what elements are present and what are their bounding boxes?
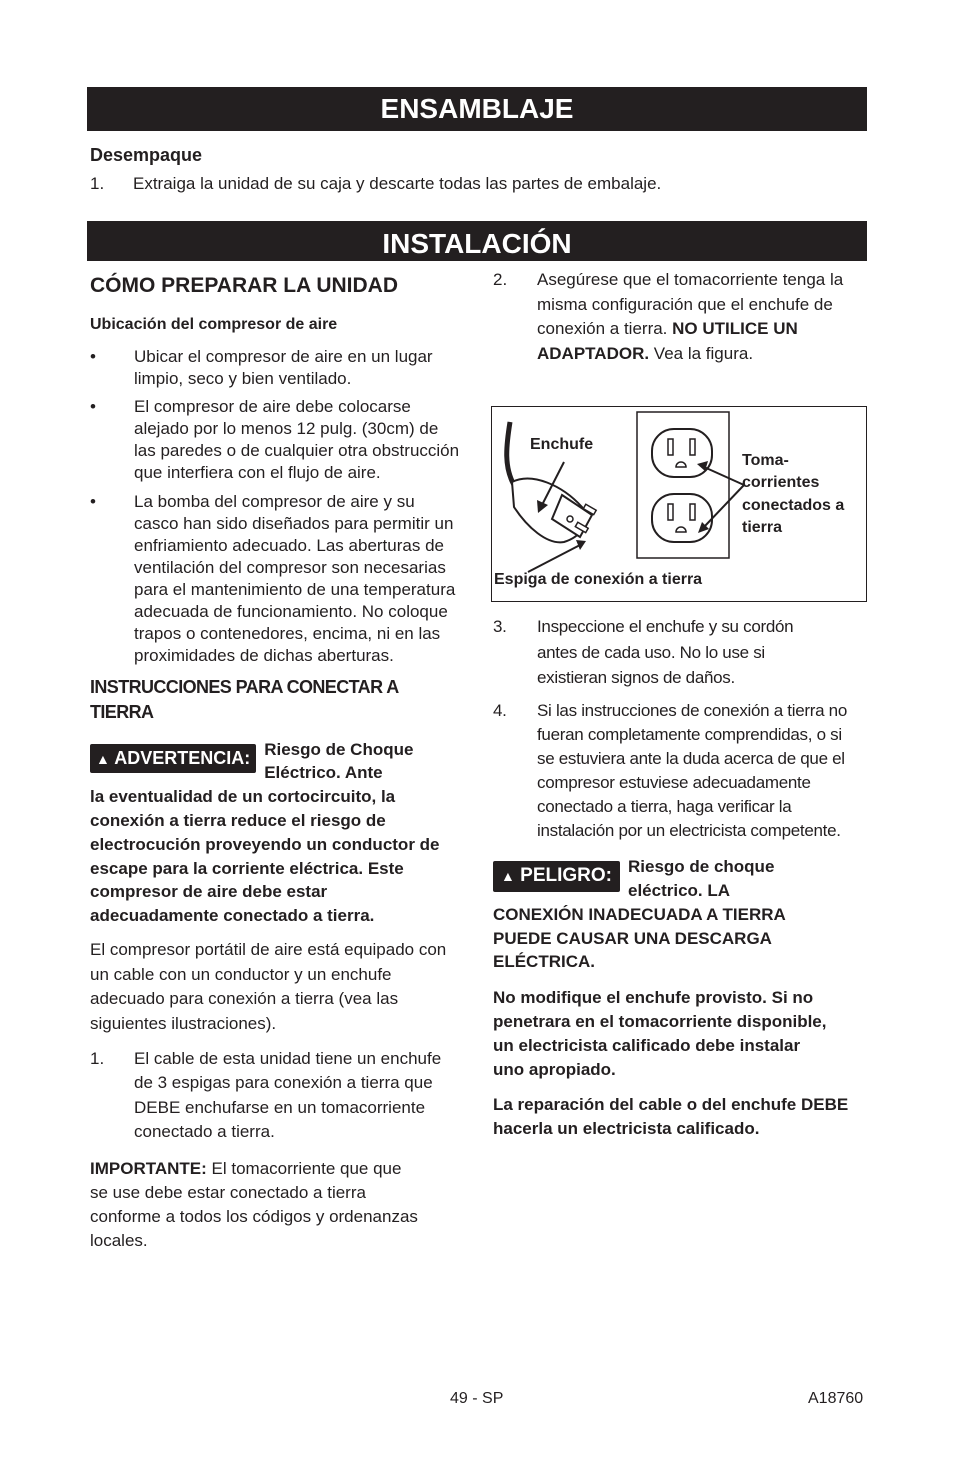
tierra-heading: INSTRUCCIONES PARA CONECTAR A TIERRA xyxy=(90,677,398,723)
step-number: 1. xyxy=(90,174,105,193)
step-text-tail: Vea la figura. xyxy=(649,343,754,363)
warning-icon: ▲ xyxy=(501,868,515,885)
advertencia-body: la eventualidad de un cortocircuito, la conexión a tierra reduce el riesgo de electrocución proveyendo un conductor de escape para la corriente eléctrica. Este compresor de aire debe estar adecuadamente conectado a tierra. xyxy=(90,787,440,926)
right-column-lower xyxy=(493,614,865,1141)
bullet-text: La bomba del compresor de aire y su casco han sido diseñados para permitir un enfriamiento adecuado. Las aberturas de ventilación del compresor son necesarias para el mantenimiento de una temperatura adecuada de funcionamiento. No coloque trapos o contenedores, encima, ni en las proximidades de dichas aberturas. xyxy=(134,491,456,666)
section-heading: CÓMO PREPARAR LA UNIDAD xyxy=(90,274,398,297)
warning-icon: ▲ xyxy=(96,750,110,767)
step-text: El cable de esta unidad tiene un enchufe de 3 espigas para conexión a tierra que DEBE enchufarse en un tomacorriente conectado a tierra. xyxy=(134,1048,442,1142)
page-number: 49 - SP xyxy=(450,1390,504,1407)
bullet: • xyxy=(90,397,96,417)
step-number: 3. xyxy=(493,617,507,636)
desempaque-heading: Desempaque xyxy=(90,145,203,165)
importante-label: IMPORTANTE: xyxy=(90,1159,207,1179)
peligro-lead: Riesgo de choque eléctrico. LA xyxy=(627,857,775,901)
importante-paragraph xyxy=(90,1157,420,1252)
bullet-text: El compresor de aire debe colocarse alejado por lo menos 12 pulg. (30cm) de las paredes o de cualquier otra obstrucción que interfiera con el flujo de aire. xyxy=(134,397,460,483)
advertencia-badge xyxy=(90,744,256,773)
step-1 xyxy=(90,1047,460,1146)
instalacion-banner xyxy=(87,221,867,261)
step-text: Inspeccione el enchufe y su cordón antes de cada uso. No lo use si existieran signos de daños. xyxy=(537,617,794,687)
portatil-paragraph: El compresor portátil de aire está equipado con un cable con un conductor y un enchufe adecuado para conexión a tierra (vea las siguientes ilustraciones). xyxy=(90,940,447,1033)
no-modifique-paragraph: No modifique el enchufe provisto. Si no penetrara en el tomacorriente disponible, un electricista calificado debe instalar uno apropiado. xyxy=(493,988,827,1079)
list-item xyxy=(90,491,460,668)
left-column xyxy=(90,272,460,1252)
bullet: • xyxy=(90,346,96,366)
peligro-body: CONEXIÓN INADECUADA A TIERRA PUEDE CAUSAR UNA DESCARGA ELÉCTRICA. xyxy=(493,904,786,972)
advertencia-label: ADVERTENCIA: xyxy=(114,747,251,768)
reparacion-paragraph: La reparación del cable o del enchufe DEBE hacerla un electricista calificado. xyxy=(493,1095,849,1139)
ensamblaje-title: ENSAMBLAJE xyxy=(380,93,574,124)
peligro-block xyxy=(493,855,865,974)
peligro-badge xyxy=(493,861,620,892)
peligro-label: PELIGRO: xyxy=(520,865,612,887)
ensamblaje-banner xyxy=(87,87,867,131)
bullet: • xyxy=(90,491,96,511)
step-text-bold: NO UTILICE UN ADAPTADOR. xyxy=(537,319,798,363)
enchufe-label: Enchufe xyxy=(530,436,594,453)
step-3 xyxy=(493,614,823,691)
espiga-label: Espiga de conexión a tierra xyxy=(494,571,703,588)
step-2 xyxy=(493,268,865,367)
step-number: 2. xyxy=(493,270,508,289)
step-text: Extraiga la unidad de su caja y descarte todas las partes de embalaje. xyxy=(133,174,662,193)
bullet-text: Ubicar el compresor de aire en un lugar limpio, seco y bien ventilado. xyxy=(134,346,433,389)
step-number: 4. xyxy=(493,700,507,720)
list-item xyxy=(90,346,460,390)
ubicacion-heading: Ubicación del compresor de aire xyxy=(90,316,338,334)
document-code: A18760 xyxy=(808,1390,864,1407)
grounding-figure xyxy=(491,406,867,602)
instalacion-title: INSTALACIÓN xyxy=(382,228,572,259)
advertencia-lead: Riesgo de Choque Eléctrico. Ante xyxy=(264,739,414,783)
step-text: Si las instrucciones de conexión a tierra no fueran completamente comprendidas, o si se estuviera ante la duda acerca de que el compresor estuviese adecuadamente conectado a tierra, haga verificar la instalación por un electricista competente. xyxy=(537,700,847,841)
step-4 xyxy=(493,699,863,844)
step-number: 1. xyxy=(90,1048,105,1068)
step-text: Asegúrese que el tomacorriente tenga la misma configuración que el enchufe de conexión a tierra. xyxy=(537,270,844,339)
importante-text: El tomacorriente que que se use debe estar conectado a tierra conforme a todos los códigos y ordenanzas locales. xyxy=(90,1159,418,1250)
list-item xyxy=(90,396,460,484)
advertencia-block xyxy=(90,738,460,928)
tomacorrientes-label: Toma- corrientes conectados a tierra xyxy=(742,452,845,537)
